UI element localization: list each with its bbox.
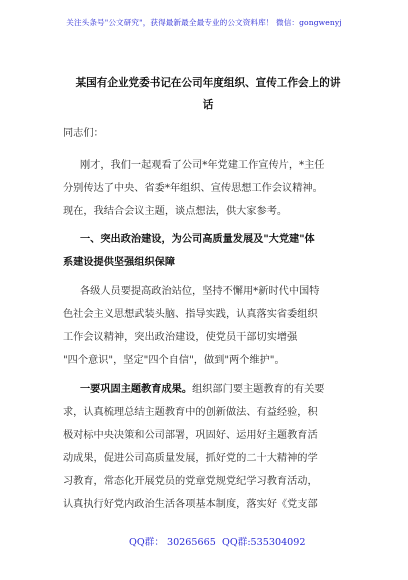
paragraph-line: 各级人员要提高政治站位，坚持不懈用*新时代中国特: [80, 286, 320, 297]
footer-qq-2: QQ群:535304092: [222, 537, 306, 548]
paragraph-line: 分别传达了中央、省委*年组织、宣传思想工作会议精神。: [63, 183, 323, 194]
title-line: 某国有企业党委书记在公司年度组织、宣传工作会上的讲: [75, 77, 341, 89]
paragraph-line: 认真执行好党内政治生活各项基本制度，落实好《党支部: [63, 499, 318, 510]
paragraph-line: 工作会议精神，突出政治建设，使党员干部切实增强: [63, 332, 298, 343]
paragraph-line: 求，认真梳理总结主题教育中的创新做法、有益经验，积: [63, 407, 318, 418]
title-line: 话: [202, 99, 214, 111]
paragraph-line: 色社会主义思想武装头脑、指导实践，认真落实省委组织: [63, 309, 318, 320]
paragraph-line: [80, 380, 325, 395]
paragraph-line: "四个意识"，坚定"四个自信"，做到"两个维护"。: [63, 355, 285, 366]
paragraph-line: 动成果，促进公司高质量发展，抓好党的二十大精神的学: [63, 453, 318, 464]
paragraph-text: 组织部门要主题教育的有关要: [192, 384, 325, 395]
paragraph-line: 现在，我结合会议主题，谈点想法，供大家参考。: [63, 206, 288, 217]
paragraph-line: 刚才，我们一起观看了公司*年党建工作宣传片，*主任: [80, 160, 325, 171]
paragraph-lead: 一要巩固主题教育成果。: [80, 383, 193, 395]
header-note: 关注头条号"公文研究"，获得最新最全最专业的公文资料库！ 微信：gongwenyj: [66, 18, 342, 27]
footer-qq-1: QQ群： 30265665: [129, 537, 216, 548]
section-heading: 系建设提供坚强组织保障: [63, 256, 176, 268]
salutation: 同志们：: [63, 128, 104, 139]
document-title: [58, 72, 358, 116]
section-heading: 一、突出政治建设，为公司高质量发展及"大党建"体: [80, 233, 315, 245]
paragraph-line: 习教育，常态化开展党员的党章党规党纪学习教育活动，: [63, 476, 318, 487]
paragraph-line: 极对标中央决策和公司部署，巩固好、运用好主题教育活: [63, 430, 318, 441]
